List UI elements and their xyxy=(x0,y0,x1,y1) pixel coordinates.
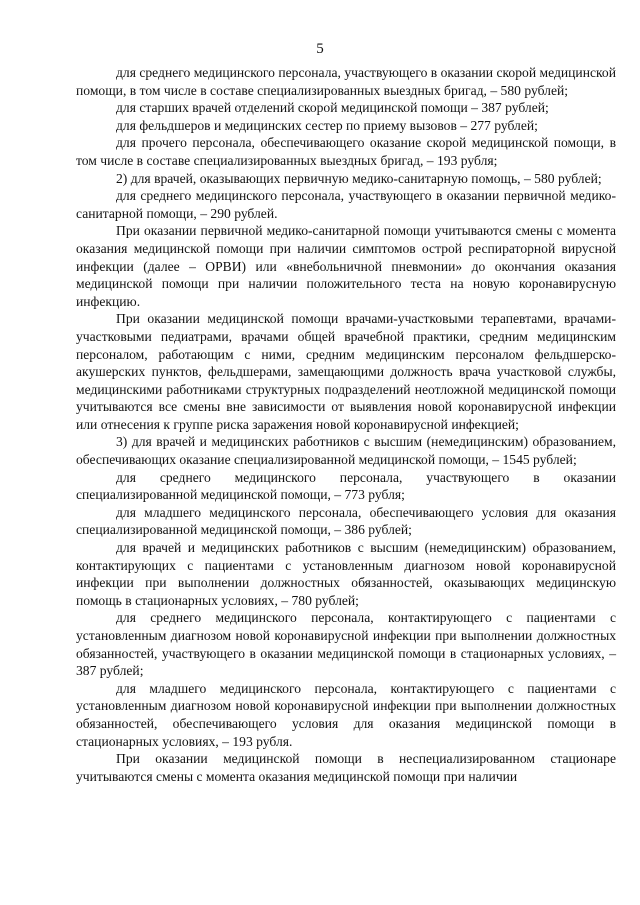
paragraph: При оказании первичной медико-санитарной помощи учитываются смены с момента оказания медицинской помощи при наличии симптомов острой респираторной вирусной инфекции (далее – ОРВИ) или «внебольничной пневмонии» до окончания оказания медицинской помощи при наличии положительного теста на новую коронавирусную инфекцию. xyxy=(76,223,616,309)
page-number: 5 xyxy=(316,41,324,57)
paragraph: для среднего медицинского персонала, участвующего в оказании первичной медико-санитарной помощи, – 290 рублей. xyxy=(76,188,616,221)
paragraph: При оказании медицинской помощи в неспециализированном стационаре учитываются смены с момента оказания медицинской помощи при наличии xyxy=(76,751,616,784)
paragraph: 3) для врачей и медицинских работников с высшим (немедицинским) образованием, обеспечивающих оказание специализированной медицинской помощи, – 1545 рублей; xyxy=(76,434,616,468)
paragraph: для среднего медицинского персонала, участвующего в оказании специализированной медицинской помощи, – 773 рубля; xyxy=(76,469,616,503)
paragraph: для врачей и медицинских работников с высшим (немедицинским) образованием, контактирующих с пациентами с установленным диагнозом новой коронавирусной инфекции при выполнении должностных обязанностей, оказывающих медицинскую помощь в стационарных условиях, – 780 рублей; xyxy=(76,540,616,608)
document-body xyxy=(76,64,616,785)
paragraph: для фельдшеров и медицинских сестер по приему вызовов – 277 рублей; xyxy=(116,117,538,133)
paragraph: для среднего медицинского персонала, участвующего в оказании скорой медицинской помощи, в том числе в составе специализированных выездных бригад, – 580 рублей; xyxy=(76,65,616,98)
paragraph: 2) для врачей, оказывающих первичную медико-санитарную помощь, – 580 рублей; xyxy=(116,170,602,186)
paragraph: При оказании медицинской помощи врачами-участковыми терапевтами, врачами-участковыми педиатрами, врачами общей врачебной практики, средним медицинским персоналом, работающим с ними, средним медицинским персоналом фельдшерско-акушерских пунктов, фельдшерами, замещающими должность врача участковой службы, медицинскими работниками структурных подразделений неотложной медицинской помощи учитываются все смены вне зависимости от выявления новой коронавирусной инфекции или отнесения к группе риска заражения новой коронавирусной инфекцией; xyxy=(76,311,616,432)
paragraph: для среднего медицинского персонала, контактирующего с пациентами с установленным диагнозом новой коронавирусной инфекции при выполнении должностных обязанностей, участвующего в оказании медицинской помощи в стационарных условиях, – 387 рублей; xyxy=(76,610,616,679)
paragraph: для старших врачей отделений скорой медицинской помощи – 387 рублей; xyxy=(116,100,549,116)
paragraph: для младшего медицинского персонала, контактирующего с пациентами с установленным диагнозом новой коронавирусной инфекции при выполнении должностных обязанностей, обеспечивающего условия для оказания медицинской помощи в стационарных условиях, – 193 рубля. xyxy=(76,680,616,749)
paragraph: для прочего персонала, обеспечивающего оказание скорой медицинской помощи, в том числе в составе специализированных выездных бригад, – 193 рубля; xyxy=(76,135,616,168)
paragraph: для младшего медицинского персонала, обеспечивающего условия для оказания специализированной медицинской помощи, – 386 рублей; xyxy=(76,504,616,538)
